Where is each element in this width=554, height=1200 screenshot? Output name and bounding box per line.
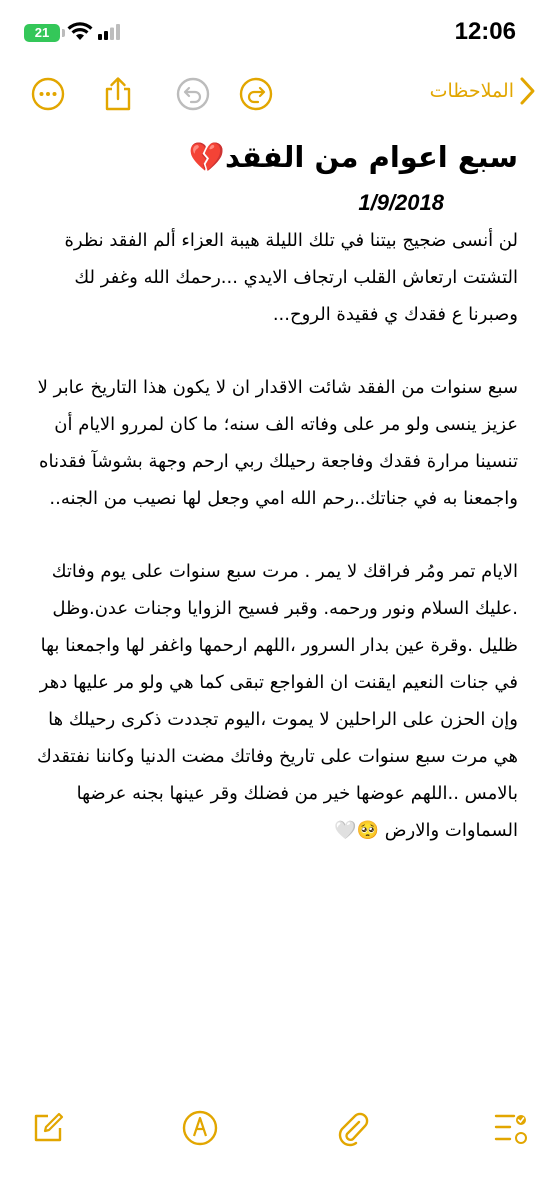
checklist-icon[interactable]	[490, 1108, 530, 1148]
signal-icon	[98, 24, 120, 40]
back-button[interactable]	[430, 76, 536, 106]
bottom-toolbar	[0, 1108, 554, 1148]
wifi-icon	[67, 22, 93, 42]
back-label: الملاحظات	[429, 80, 514, 102]
undo-icon[interactable]	[175, 76, 211, 112]
attachment-icon[interactable]	[332, 1108, 372, 1148]
markup-icon[interactable]	[180, 1108, 220, 1148]
more-icon[interactable]	[30, 76, 66, 112]
note-title: سبع اعوام من الفقد💔	[188, 140, 518, 174]
note-paragraph-3: الايام تمر ومُر فراقك لا يمر . مرت سبع سنوات على يوم وفاتك .عليك السلام ونور ورحمه. وقبر فسيح الزوايا وجنات عدن.وظل ظليل .وقرة عين بدار السرور ،اللهم ارحمها واغفر لها واجمعنا بها في جنات النعيم ايقنت ان الفواجع تبقى كما هي ولو مر عليها دهر وإن الحزن على الراحلين لا يموت ،اليوم تجددت ذكرى رحيلك ها هي مرت سبع سنوات على تاريخ وفاتك مضت الدنيا وكاننا نفتقدك بالامس ..اللهم عوضها خير من فضلك وقر عينها بجنه عرضها السماوات والارض 🥺🤍	[37, 561, 518, 841]
note-date: 1/9/2018	[358, 190, 444, 215]
note-toolbar	[0, 76, 554, 116]
redo-icon[interactable]	[238, 76, 274, 112]
share-icon[interactable]	[100, 76, 136, 112]
battery-indicator	[24, 24, 60, 42]
compose-icon[interactable]	[28, 1108, 68, 1148]
status-bar	[0, 0, 554, 64]
battery-level: 21	[34, 25, 50, 40]
note-paragraph-1: لن أنسى ضجيج بيتنا في تلك الليلة هيبة العزاء ألم الفقد نظرة التشتت ارتعاش القلب ارتجاف الايدي ...رحمك الله وغفر لك وصبرنا ع فقدك ي فقيدة الروح...	[64, 230, 518, 325]
battery-cap	[62, 29, 65, 37]
note-body[interactable]	[28, 134, 518, 849]
status-time: 12:06	[454, 18, 516, 45]
chevron-right-icon	[518, 76, 536, 106]
note-paragraph-2: سبع سنوات من الفقد شائت الاقدار ان لا يكون هذا التاريخ عابر لا عزيز ينسى ولو مر على وفاته الف سنه؛ ما كان لمررو الايام أن تنسينا مرارة فقدك وفاجعة رحيلك ربي ارحم وجهة بشوشآ فقدناه واجمعنا به في جناتك..رحم الله امي وجعل لها نصيب من الجنه..	[37, 377, 518, 509]
